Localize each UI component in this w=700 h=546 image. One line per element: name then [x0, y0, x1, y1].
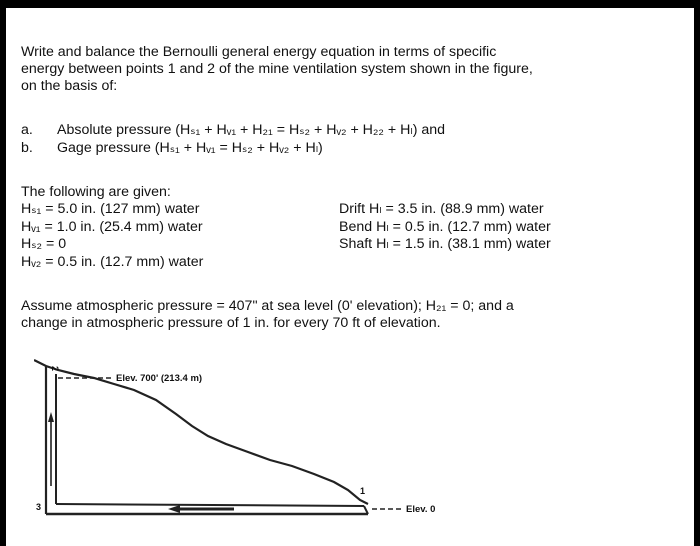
- part-b: [21, 139, 445, 157]
- intro-line: on the basis of:: [21, 78, 118, 94]
- given-item: Bend Hₗ = 0.5 in. (12.7 mm) water: [339, 218, 551, 235]
- left-black-border: [0, 8, 6, 546]
- assume-line: Assume atmospheric pressure = 407" at sea level (0' elevation); H₂₁ = 0; and a: [21, 298, 514, 314]
- assumption-paragraph: [21, 298, 671, 332]
- given-right-column: [339, 201, 551, 254]
- given-item: Drift Hₗ = 3.5 in. (88.9 mm) water: [339, 201, 544, 217]
- shaft-airflow-arrowhead: [48, 412, 54, 422]
- assume-line: change in atmospheric pressure of 1 in. for every 70 ft of elevation.: [21, 315, 441, 331]
- problem-intro: [21, 44, 671, 95]
- intro-line: Write and balance the Bernoulli general energy equation in terms of specific: [21, 44, 497, 60]
- part-marker: a.: [21, 122, 33, 138]
- given-item: Hᵥ₂ = 0.5 in. (12.7 mm) water: [21, 253, 204, 270]
- right-black-border: [694, 8, 700, 546]
- given-item: Hₛ₁ = 5.0 in. (127 mm) water: [21, 201, 200, 217]
- drift-airflow-arrowhead: [168, 505, 180, 513]
- part-text: Gage pressure (Hₛ₁ + Hᵥ₁ = Hₛ₂ + Hᵥ₂ + Hₗ): [57, 140, 323, 156]
- given-item: Hᵥ₁ = 1.0 in. (25.4 mm) water: [21, 218, 203, 235]
- top-black-bar: [0, 0, 700, 8]
- given-item: Hₛ₂ = 0: [21, 236, 67, 252]
- drift-wall: [56, 504, 364, 506]
- given-left-column: [21, 201, 203, 271]
- point-label-3: 3: [36, 502, 42, 512]
- point-label-1: 1: [360, 486, 366, 496]
- part-text: Absolute pressure (Hₛ₁ + Hᵥ₁ + H₂₁ = Hₛ₂ + Hᵥ₂ + H₂₂ + Hₗ) and: [57, 122, 446, 138]
- given-item: Shaft Hₗ = 1.5 in. (38.1 mm) water: [339, 236, 551, 252]
- elev-bottom-label: Elev. 0: [406, 504, 436, 515]
- portal-edge: [364, 506, 368, 514]
- parts-list: [21, 121, 445, 157]
- part-a: [21, 121, 445, 139]
- given-title: The following are given:: [21, 184, 171, 200]
- mine-ventilation-figure: [34, 356, 464, 524]
- intro-line: energy between points 1 and 2 of the mine ventilation system shown in the figure,: [21, 61, 533, 77]
- part-marker: b.: [21, 140, 33, 156]
- elev-top-label: Elev. 700' (213.4 m): [116, 373, 203, 384]
- point-label-2: 2: [50, 366, 60, 372]
